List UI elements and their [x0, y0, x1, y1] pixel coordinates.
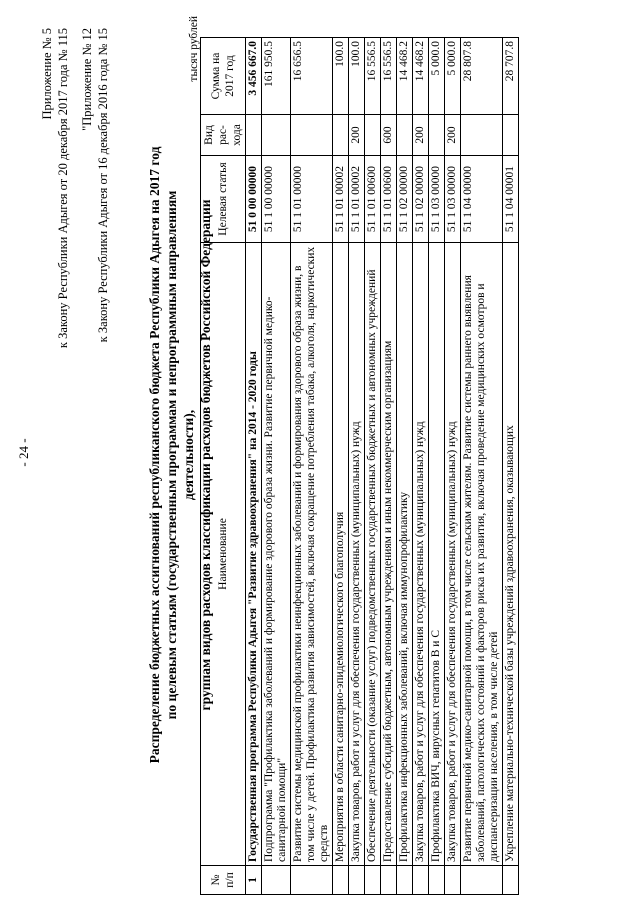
- row-num: [291, 866, 333, 895]
- row-code: 51 1 03 00000: [429, 156, 445, 243]
- row-vid: [429, 115, 445, 156]
- row-vid: [291, 115, 333, 156]
- row-num: [262, 866, 291, 895]
- row-sum: 3 456 667.0: [246, 38, 262, 115]
- row-vid: 200: [445, 115, 461, 156]
- row-num: [381, 866, 397, 895]
- row-sum: 100.0: [333, 38, 349, 115]
- row-name: Закупка товаров, работ и услуг для обеспечения государственных (муниципальных) нужд: [349, 243, 365, 866]
- row-vid: 200: [349, 115, 365, 156]
- table-row: [413, 38, 429, 895]
- row-num: 1: [246, 866, 262, 895]
- row-vid: [246, 115, 262, 156]
- row-name: Обеспечение деятельности (оказание услуг) подведомственных государственных бюджетных и автономных учреждений: [365, 243, 381, 866]
- row-sum: 16 656.5: [291, 38, 333, 115]
- row-sum: 16 556.5: [365, 38, 381, 115]
- row-sum: 14 468.2: [397, 38, 413, 115]
- row-sum: 14 468.2: [413, 38, 429, 115]
- row-code: 51 0 00 00000: [246, 156, 262, 243]
- table-row: [365, 38, 381, 895]
- header-vid: Вид рас-хода: [201, 115, 246, 156]
- table-row: [397, 38, 413, 895]
- table-body: [246, 38, 519, 895]
- title-line-3: группам видов расходов классификации расходов бюджетов Российской Федерации: [198, 199, 213, 711]
- header-code: Целевая статья: [201, 156, 246, 243]
- row-code: 51 1 01 00000: [291, 156, 333, 243]
- table-row: [445, 38, 461, 895]
- row-name: Развитие первичной медико-санитарной помощи, в том числе сельским жителям. Развитие системы раннего выявления заболеваний, патологических состояний и факторов риска их развития, включая проведение медицинских осмотров и диспансеризации населения, в том числе детей: [461, 243, 503, 866]
- row-vid: [503, 115, 519, 156]
- row-code: 51 1 00 00000: [262, 156, 291, 243]
- row-sum: 28 707.8: [503, 38, 519, 115]
- row-name: Укрепление материально-технической базы учреждений здравоохранения, оказывающих: [503, 243, 519, 866]
- row-num: [365, 866, 381, 895]
- table-row: [246, 38, 262, 895]
- row-sum: 28 807.8: [461, 38, 503, 115]
- row-sum: 161 950.5: [262, 38, 291, 115]
- row-vid: 200: [413, 115, 429, 156]
- table-row: [291, 38, 333, 895]
- row-num: [333, 866, 349, 895]
- appendix-line-3: "Приложение № 12: [80, 28, 94, 131]
- row-name: Развитие системы медицинской профилактики неинфекционных заболеваний и формирования здорового образа жизни, в том числе у детей. Профилактика развития зависимостей, включая сокращение потребления табака, алкоголя, наркотических средств: [291, 243, 333, 866]
- row-num: [413, 866, 429, 895]
- table-row: [461, 38, 503, 895]
- row-num: [349, 866, 365, 895]
- row-sum: 100.0: [349, 38, 365, 115]
- row-name: Предоставление субсидий бюджетным, автономным учреждениям и иным некоммерческим организациям: [381, 243, 397, 866]
- row-code: 51 1 01 00002: [349, 156, 365, 243]
- row-vid: [333, 115, 349, 156]
- table-row: [349, 38, 365, 895]
- table-row: [503, 38, 519, 895]
- row-name: Профилактика инфекционных заболеваний, включая иммунопрофилактику: [397, 243, 413, 866]
- row-num: [429, 866, 445, 895]
- appendix-line-2: к Закону Республики Адыгея от 20 декабря 2017 года № 115: [56, 28, 70, 349]
- row-name: Закупка товаров, работ и услуг для обеспечения государственных (муниципальных) нужд: [445, 243, 461, 866]
- row-num: [461, 866, 503, 895]
- row-num: [445, 866, 461, 895]
- table-header-row: [201, 38, 246, 895]
- row-sum: 5 000.0: [445, 38, 461, 115]
- row-code: 51 1 01 00600: [381, 156, 397, 243]
- appendix-line-4: к Закону Республики Адыгея от 16 декабря 2016 года № 15: [96, 28, 110, 343]
- appendix-line-1: Приложение № 5: [40, 28, 54, 120]
- row-code: 51 1 04 00001: [503, 156, 519, 243]
- row-num: [397, 866, 413, 895]
- table-row: [333, 38, 349, 895]
- header-num: № п/п: [201, 866, 246, 895]
- header-sum: Сумма на 2017 год: [201, 38, 246, 115]
- row-num: [503, 866, 519, 895]
- row-vid: [397, 115, 413, 156]
- row-vid: [262, 115, 291, 156]
- page-number: - 24 -: [16, 438, 31, 467]
- row-vid: [461, 115, 503, 156]
- row-name: Подпрограмма "Профилактика заболеваний и формирование здорового образа жизни. Развитие первичной медико-санитарной помощи": [262, 243, 291, 866]
- title-line-2: по целевым статьям (государственным программам и непрограммным направлениям деятельности),: [164, 190, 196, 720]
- row-name: Мероприятия в области санитарно-эпидемиологического благополучия: [333, 243, 349, 866]
- title-line-1: Распределение бюджетных ассигнований республиканского бюджета Республики Адыгея на 2017 год: [147, 146, 162, 764]
- row-vid: [365, 115, 381, 156]
- row-code: 51 1 04 00000: [461, 156, 503, 243]
- header-name: Наименование: [201, 243, 246, 866]
- row-code: 51 1 01 00600: [365, 156, 381, 243]
- row-vid: 600: [381, 115, 397, 156]
- row-sum: 16 556.5: [381, 38, 397, 115]
- row-name: Профилактика ВИЧ, вирусных гепатитов В и С: [429, 243, 445, 866]
- row-code: 51 1 03 00000: [445, 156, 461, 243]
- budget-table: [200, 37, 519, 895]
- row-code: 51 1 02 00000: [413, 156, 429, 243]
- row-name: Государственная программа Республики Адыгея "Развитие здравоохранения" на 2014 - 2020 годы: [246, 243, 262, 866]
- row-code: 51 1 02 00000: [397, 156, 413, 243]
- table-row: [429, 38, 445, 895]
- units-label: тысяч рублей: [188, 16, 200, 82]
- table-row: [262, 38, 291, 895]
- row-code: 51 1 01 00002: [333, 156, 349, 243]
- row-sum: 5 000.0: [429, 38, 445, 115]
- row-name: Закупка товаров, работ и услуг для обеспечения государственных (муниципальных) нужд: [413, 243, 429, 866]
- table-row: [381, 38, 397, 895]
